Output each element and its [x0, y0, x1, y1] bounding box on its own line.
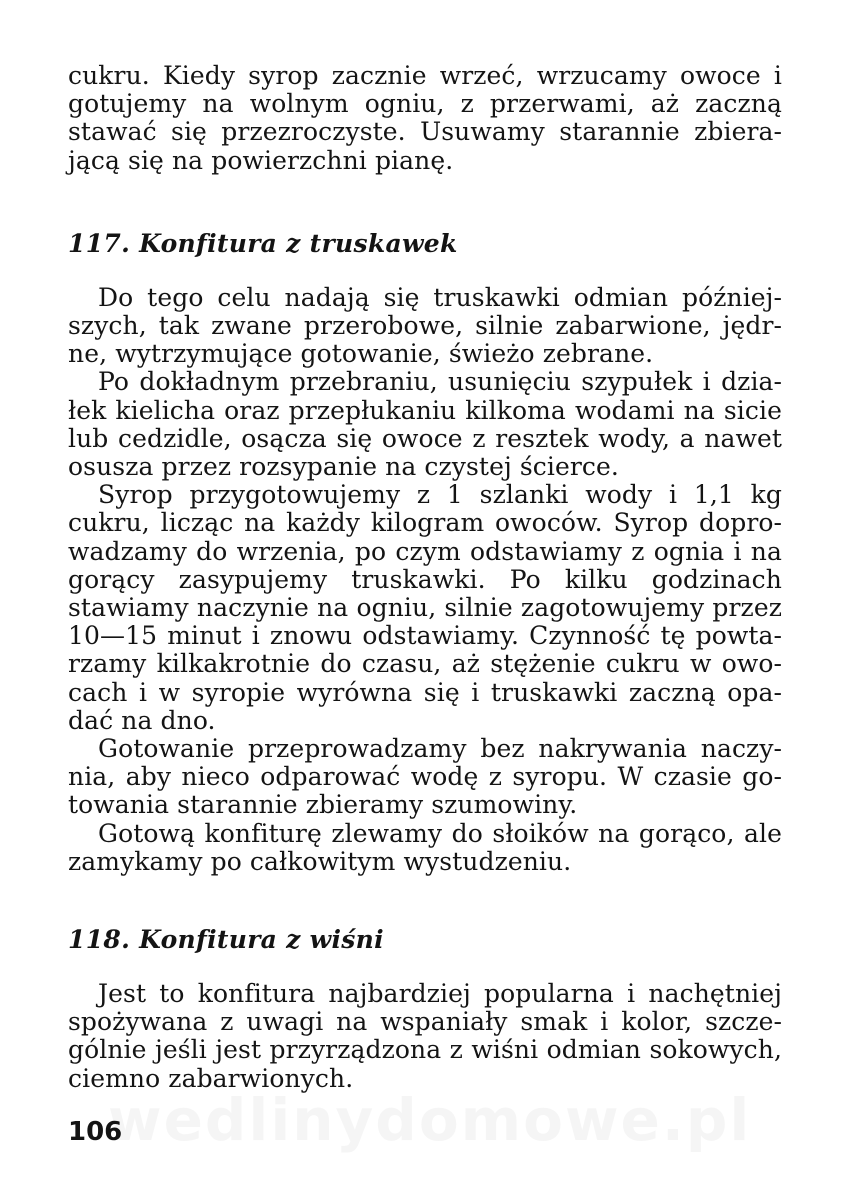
- recipe-117-paragraph: Gotową konfiturę zlewamy do słoików na gorąco, ale zamykamy po całkowitym wystudzeniu.: [68, 818, 782, 876]
- recipe-heading-118: 118. Konfitura z wiśni: [68, 925, 384, 955]
- recipe-118-paragraph: Jest to konfitura najbardziej popularna i nachętniej spożywana z uwagi na wspaniały smak i kolor, szczególnie jeśli jest przyrządzona z wiśni odmian sokowych, ciemno zabarwionych.: [68, 979, 782, 1093]
- book-page: [68, 62, 782, 1093]
- recipe-117-paragraph: Gotowanie przeprowadzamy bez nakrywania naczynia, aby nieco odparować wodę z syropu. W czasie gotowania starannie zbieramy szumowiny.: [68, 734, 782, 820]
- recipe-117-paragraph: Syrop przygotowujemy z 1 szlanki wody i 1,1 kg cukru, licząc na każdy kilogram owoców. Syrop doprowadzamy do wrzenia, po czym odstawiamy z ognia i na gorący zasypujemy truskawki. Po kilku godzinach stawiamy naczynie na ogniu, silnie zagotowujemy przez 10—15 minut i znowu odstawiamy. Czynność tę powtarzamy kilkakrotnie do czasu, aż stężenie cukru w owocach i w syropie wyrówna się i truskawki zaczną opadać na dno.: [68, 480, 782, 735]
- continued-paragraph: cukru. Kiedy syrop zacznie wrzeć, wrzucamy owoce i gotujemy na wolnym ogniu, z przerwami, aż zaczną stawać się przezroczyste. Usuwamy starannie zbierającą się na powierzchni pianę.: [68, 61, 782, 175]
- watermark: wedlinydomowe.pl: [108, 1086, 752, 1154]
- recipe-117-paragraph: Do tego celu nadają się truskawki odmian późniejszych, tak zwane przerobowe, silnie zabarwione, jędrne, wytrzymujące gotowanie, świeżo zebrane.: [68, 282, 782, 369]
- recipe-117-paragraph: Po dokładnym przebraniu, usunięciu szypułek i działek kielicha oraz przepłukaniu kilkoma wodami na sicie lub cedzidle, osącza się owoce z resztek wody, a nawet osusza przez rozsypanie na czystej ścierce.: [68, 367, 782, 482]
- recipe-heading-117: 117. Konfitura z truskawek: [68, 228, 458, 258]
- recipe-117-body: [68, 284, 782, 876]
- recipe-118-body: [68, 980, 782, 1093]
- page-number: 106: [68, 1117, 123, 1147]
